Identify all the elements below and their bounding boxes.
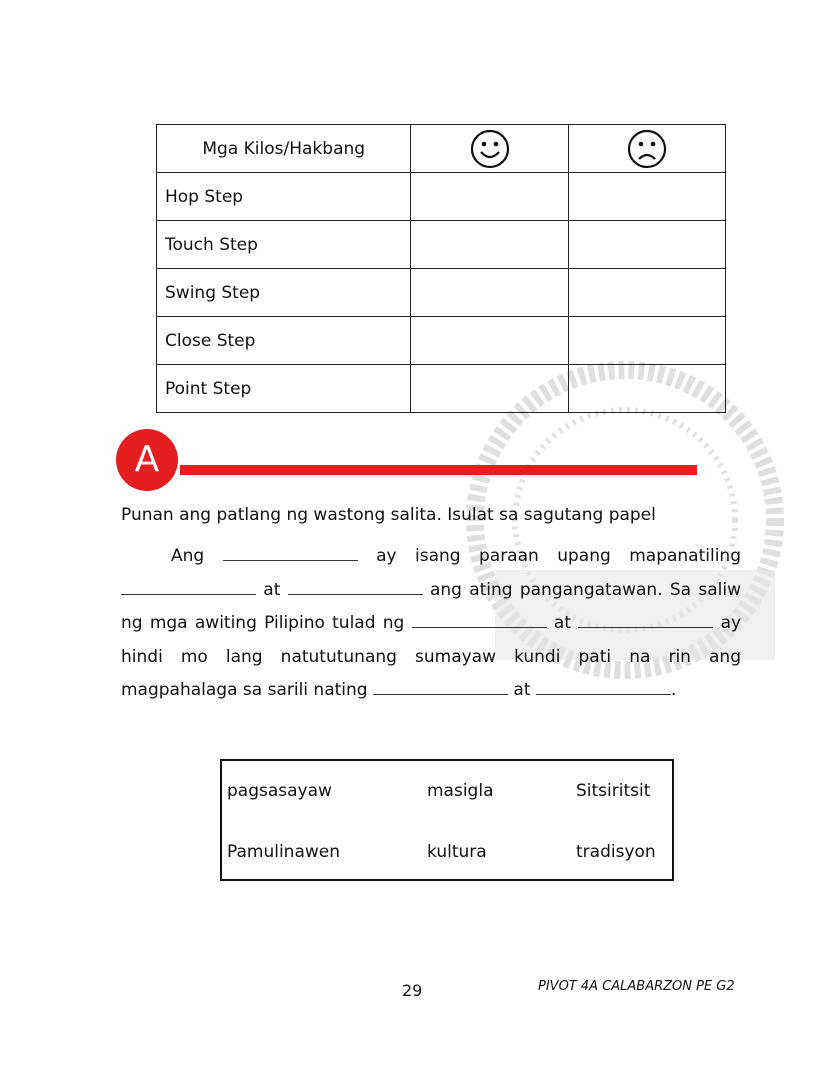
- answer-blank[interactable]: [121, 577, 256, 595]
- answer-blank[interactable]: [536, 677, 671, 695]
- answer-blank[interactable]: [412, 610, 547, 628]
- word-bank-item: pagsasayaw: [227, 781, 332, 801]
- section-badge: A: [116, 429, 178, 491]
- rating-table: [156, 124, 726, 413]
- answer-blank[interactable]: [578, 610, 713, 628]
- sad-face-icon: [627, 129, 667, 169]
- paragraph-text: at: [553, 613, 571, 633]
- header-happy: [411, 125, 568, 173]
- sad-cell[interactable]: [568, 221, 725, 269]
- happy-cell[interactable]: [411, 269, 568, 317]
- happy-cell[interactable]: [411, 365, 568, 413]
- table-row: [157, 365, 726, 413]
- paragraph-text: Ang: [171, 546, 205, 566]
- happy-cell[interactable]: [411, 317, 568, 365]
- paragraph-text: ay hindi mo lang natututunang sumayaw kundi pati na rin ang magpahalaga sa sarili nating: [121, 613, 742, 700]
- paragraph-text: ang ating pangangatawan. Sa saliw ng mga awiting Pilipino tulad ng: [121, 579, 741, 633]
- table-header-row: [157, 125, 726, 173]
- word-bank-item: Pamulinawen: [227, 842, 341, 862]
- fill-in-paragraph: [121, 540, 741, 708]
- paragraph-text: .: [670, 680, 677, 700]
- answer-blank[interactable]: [223, 543, 358, 561]
- instruction-text: Punan ang patlang ng wastong salita. Isulat sa sagutang papel: [121, 505, 656, 525]
- table-row: [157, 221, 726, 269]
- smiley-face-icon: [470, 129, 510, 169]
- word-bank-item: kultura: [427, 842, 487, 862]
- step-name: Swing Step: [157, 269, 411, 317]
- table-row: [157, 173, 726, 221]
- answer-blank[interactable]: [288, 577, 423, 595]
- step-name: Touch Step: [157, 221, 411, 269]
- word-bank-item: Sitsiritsit: [576, 781, 651, 801]
- answer-blank[interactable]: [373, 677, 508, 695]
- step-name: Hop Step: [157, 173, 411, 221]
- sad-cell[interactable]: [568, 317, 725, 365]
- footer-title: PIVOT 4A CALABARZON PE G2: [538, 979, 735, 994]
- paragraph-text: ay isang paraan upang mapanatiling: [376, 546, 741, 566]
- word-bank-item: masigla: [427, 781, 494, 801]
- header-actions: Mga Kilos/Hakbang: [157, 125, 411, 173]
- paragraph-text: at: [513, 680, 531, 700]
- step-name: Point Step: [157, 365, 411, 413]
- table-row: [157, 269, 726, 317]
- step-name: Close Step: [157, 317, 411, 365]
- page-number: 29: [402, 981, 423, 1000]
- paragraph-text: at: [263, 579, 281, 600]
- sad-cell[interactable]: [568, 365, 725, 413]
- happy-cell[interactable]: [411, 173, 568, 221]
- table-row: [157, 317, 726, 365]
- word-bank: [220, 759, 674, 881]
- word-bank-item: tradisyon: [576, 842, 656, 862]
- header-sad: [568, 125, 725, 173]
- section-underline: [180, 465, 697, 475]
- sad-cell[interactable]: [568, 173, 725, 221]
- happy-cell[interactable]: [411, 221, 568, 269]
- sad-cell[interactable]: [568, 269, 725, 317]
